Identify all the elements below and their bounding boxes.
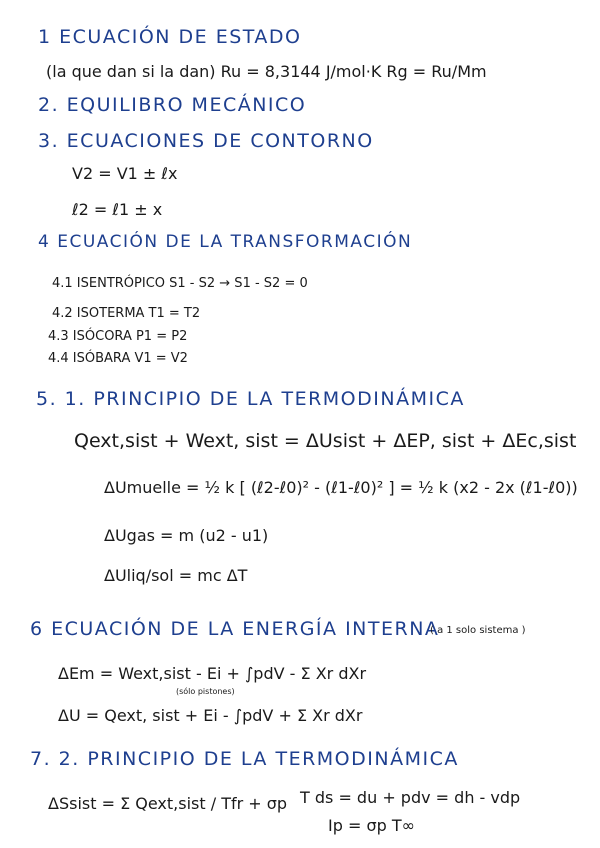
section-1-title: 1 ECUACIÓN DE ESTADO <box>38 26 302 48</box>
irreversibility-equation: Ip = σp T∞ <box>328 816 415 835</box>
spring-energy-equation: ΔUmuelle = ½ k [ (ℓ2-ℓ0)² - (ℓ1-ℓ0)² ] = ½ k (x2 - 2x (ℓ1-ℓ0)) <box>104 478 578 497</box>
section-4-title: 4 ECUACIÓN DE LA TRANSFORMACIÓN <box>38 232 413 252</box>
first-law-equation: Qext,sist + Wext, sist = ΔUsist + ΔEP, sist + ΔEc,sist <box>74 430 577 452</box>
section-5-title: 5. 1. PRINCIPIO DE LA TERMODINÁMICA <box>36 388 465 410</box>
contour-equation-length: ℓ2 = ℓ1 ± x <box>72 200 163 219</box>
section-3-title: 3. ECUACIONES DE CONTORNO <box>38 130 374 152</box>
section-6-title: 6 ECUACIÓN DE LA ENERGÍA INTERNA <box>30 618 440 640</box>
liquid-solid-energy-equation: ΔUliq/sol = mc ΔT <box>104 566 248 585</box>
section-6-note: ( a 1 solo sistema ) <box>430 625 526 636</box>
section-2-title: 2. EQUILIBRO MECÁNICO <box>38 94 307 116</box>
entropy-balance-equation: ΔSsist = Σ Qext,sist / Tfr + σp <box>48 794 288 813</box>
transformation-item: 4.4 ISÓBARA V1 = V2 <box>48 351 188 366</box>
pistons-note: (sólo pistones) <box>176 687 235 696</box>
transformation-item: 4.1 ISENTRÓPICO S1 - S2 → S1 - S2 = 0 <box>52 276 308 291</box>
transformation-item: 4.2 ISOTERMA T1 = T2 <box>52 306 201 321</box>
gibbs-equation: T ds = du + pdv = dh - vdp <box>300 788 521 807</box>
contour-equation-volume: V2 = V1 ± ℓx <box>72 164 178 183</box>
mechanical-energy-equation: ΔEm = Wext,sist - Ei + ∫pdV - Σ Xr dXr <box>58 664 367 683</box>
transformation-item: 4.3 ISÓCORA P1 = P2 <box>48 329 188 344</box>
internal-energy-equation: ΔU = Qext, sist + Ei - ∫pdV + Σ Xr dXr <box>58 706 363 725</box>
section-1-equation: (la que dan si la dan) Ru = 8,3144 J/mol·K Rg = Ru/Mm <box>46 62 487 81</box>
gas-energy-equation: ΔUgas = m (u2 - u1) <box>104 526 269 545</box>
section-7-title: 7. 2. PRINCIPIO DE LA TERMODINÁMICA <box>30 748 459 770</box>
